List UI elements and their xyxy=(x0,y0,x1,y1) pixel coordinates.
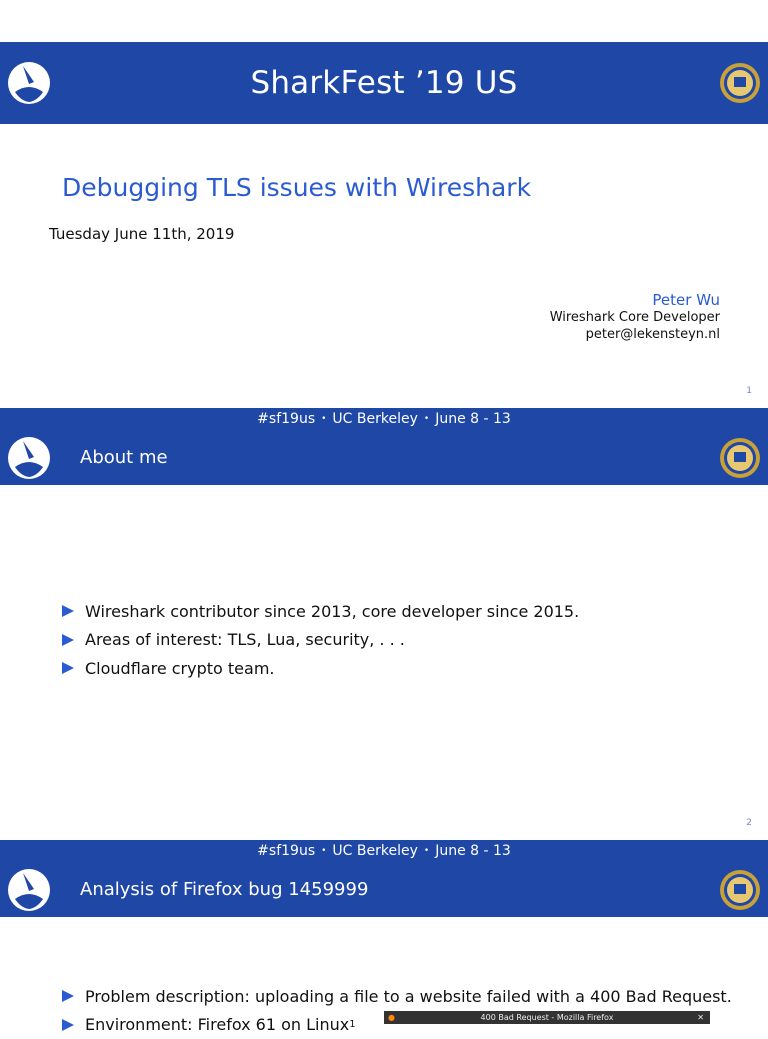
slide-footer: #sf19us • UC Berkeley • June 8 - 13 xyxy=(0,840,768,862)
title-banner xyxy=(0,42,768,124)
uc-berkeley-seal-icon xyxy=(719,869,761,911)
footer-venue: UC Berkeley xyxy=(332,843,417,859)
screenshot-window-title: 400 Bad Request - Mozilla Firefox xyxy=(384,1013,710,1022)
footer-hashtag: #sf19us xyxy=(257,843,315,859)
presentation-date: Tuesday June 11th, 2019 xyxy=(49,225,234,243)
slide-header xyxy=(0,430,768,485)
about-bullet-list xyxy=(62,597,579,683)
bullet-triangle-icon xyxy=(62,990,74,1002)
author-name: Peter Wu xyxy=(550,292,720,309)
sharkfest-logo-icon xyxy=(7,868,51,912)
list-item: Environment: Firefox 61 on Linux 1 xyxy=(62,1011,732,1039)
sharkfest-logo-icon xyxy=(7,436,51,480)
list-item: Problem description: uploading a file to a website failed with a 400 Bad Request. xyxy=(62,982,732,1011)
uc-berkeley-seal-icon xyxy=(719,62,761,104)
slide-title: About me xyxy=(80,430,168,485)
author-block xyxy=(550,292,720,343)
slide-footer: #sf19us • UC Berkeley • June 8 - 13 xyxy=(0,408,768,430)
page-number-1: 1 xyxy=(746,386,752,396)
list-item: Areas of interest: TLS, Lua, security, . . . xyxy=(62,626,579,655)
author-role: Wireshark Core Developer xyxy=(550,309,720,326)
bullet-triangle-icon xyxy=(62,662,74,674)
firefox-icon: ● xyxy=(388,1013,395,1022)
footnote-marker: 1 xyxy=(349,1019,355,1030)
slide-title: Analysis of Firefox bug 1459999 xyxy=(80,862,368,917)
close-icon: ✕ xyxy=(697,1013,704,1022)
bullet-triangle-icon xyxy=(62,605,74,617)
footer-venue: UC Berkeley xyxy=(332,411,417,427)
conference-title: SharkFest ’19 US xyxy=(0,42,768,124)
firefox-screenshot xyxy=(384,1011,710,1024)
footer-dates: June 8 - 13 xyxy=(435,843,511,859)
footer-dates: June 8 - 13 xyxy=(435,411,511,427)
footer-hashtag: #sf19us xyxy=(257,411,315,427)
author-email: peter@lekensteyn.nl xyxy=(550,326,720,343)
bullet-triangle-icon xyxy=(62,634,74,646)
presentation-title: Debugging TLS issues with Wireshark xyxy=(62,173,531,202)
uc-berkeley-seal-icon xyxy=(719,437,761,479)
list-item: Wireshark contributor since 2013, core developer since 2015. xyxy=(62,597,579,626)
list-item: Cloudflare crypto team. xyxy=(62,654,579,683)
bullet-triangle-icon xyxy=(62,1019,74,1031)
slide-header xyxy=(0,862,768,917)
page-number-2: 2 xyxy=(746,818,752,828)
